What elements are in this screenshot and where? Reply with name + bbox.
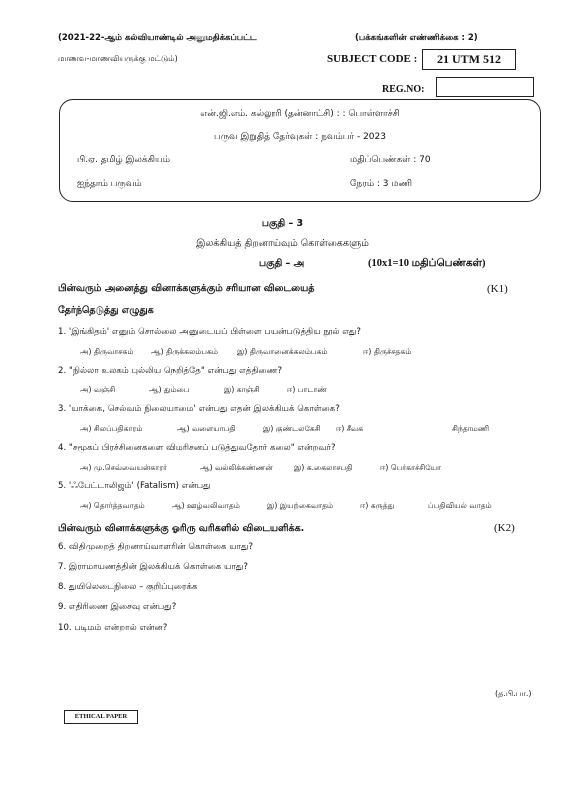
- please-turn-over: (த.பி.பா.): [495, 689, 532, 698]
- college-name: என்.ஜி.எம். கல்லூரி (தன்னாட்சி) : : பொள்ளாச்சி: [200, 109, 400, 119]
- mcq-option: இ) காஞ்சி: [224, 385, 260, 394]
- mcq-option: இ) குண்டலகேசி: [263, 424, 321, 433]
- instruction-2: பின்வரும் வினாக்களுக்கு ஓரிரு வரிகளில் விடையளிக்க.: [58, 523, 305, 534]
- mcq-option: இ) திருவானைக்கலம்பகம்: [237, 347, 328, 356]
- mcq-option: ஈ) பெர்காச்சியோ: [380, 463, 442, 472]
- mcq-option: ஆ) ஊழ்வலிவாதம்: [172, 501, 240, 510]
- short-question: 10. படிமம் என்றால் என்ன?: [58, 623, 168, 633]
- max-marks: மதிப்பெண்கள் : 70: [350, 155, 431, 165]
- exam-title: பருவ இறுதித் தேர்வுகள் : நவம்பர் - 2023: [214, 132, 386, 142]
- exam-time: நேரம் : 3 மணி: [350, 179, 413, 189]
- paper-title: இலக்கியத் திறனாய்வும் கொள்கைகளும்: [196, 238, 369, 249]
- mcq-option: அ) மு.செவ்வையன்காரர்: [80, 463, 168, 472]
- mcq-question: 1. 'இங்கிதம்' எனும் சொல்லை அனுடையப் பிள்ளை பயன்படுத்திய நூல் எது?: [58, 327, 361, 337]
- mcq-question: 4. "சமூகப் பிரச்சினைகளை விமரிசனப் படுத்துவதோர் கலை" என்றவர்?: [58, 443, 336, 453]
- subpart-heading: பகுதி – அ: [259, 258, 305, 269]
- mcq-option: ஆ) வல்லிக்கண்ணன்: [200, 463, 273, 472]
- mcq-option: அ) தொர்த்தவாதம்: [80, 501, 145, 510]
- subject-code-box: 21 UTM 512: [422, 49, 516, 70]
- mcq-question: 5. 'ஃபேட்டாலிஜம்' (Fatalism) என்பது: [58, 481, 211, 491]
- exam-info-box: [59, 99, 541, 202]
- instruction-1-line1: பின்வரும் அனைத்து வினாக்களுக்கும் சரியான விடையைத்: [58, 283, 315, 294]
- mcq-option: ஈ) சீவக: [336, 424, 364, 433]
- short-question: 8. துயிலெடைநிலை – குறிப்புரைக்க: [58, 582, 198, 592]
- mcq-option: அ) வஞ்சி: [80, 385, 116, 394]
- instruction-1-line2: தேர்ந்தெடுத்து எழுதுக: [58, 305, 154, 316]
- mcq-question: 2. "நில்லா உலகம் புல்லிய நெறித்தே" என்பது எத்திணை?: [58, 366, 283, 376]
- header-left-line2: மாணவ-மாணவியருக்கு மட்டும்): [58, 54, 178, 63]
- mcq-option: ஈ) பாடாண்: [287, 385, 328, 394]
- mcq-option: ஆ) வளையாபதி: [177, 424, 236, 433]
- mcq-option: அ) சிலப்பதிகாரம்: [80, 424, 143, 433]
- mcq-option: இ) இயற்கைவாதம்: [267, 501, 334, 510]
- reg-no-field[interactable]: [436, 77, 534, 97]
- header-left-line1: (2021-22-ஆம் கல்வியாண்டில் அனுமதிக்கப்பட்ட: [58, 33, 257, 43]
- short-question: 9. எதிரிணை இசைவு என்பது?: [58, 602, 177, 612]
- course-name: பி.ஏ. தமிழ் இலக்கியம்: [77, 155, 170, 165]
- mcq-option: ப்பதிவியல் வாதம்: [428, 501, 492, 510]
- pages-note: (பக்கங்களின் எண்ணிக்கை : 2): [355, 33, 478, 43]
- mcq-question: 3. 'யாக்கை, செல்வம் நிலையாமை' என்பது எதன் இலக்கியக் கொள்கை?: [58, 404, 340, 414]
- semester: ஐந்தாம் பருவம்: [77, 179, 142, 189]
- mcq-option: ஈ) திருச்சதகம்: [363, 347, 412, 356]
- subpart-marks: (10x1=10 மதிப்பெண்கள்): [368, 258, 486, 269]
- mcq-option: ஆ) தும்பை: [149, 385, 190, 394]
- instruction-1-level: (K1): [487, 283, 508, 295]
- mcq-option: ஆ) திருக்கலம்பகம்: [151, 347, 218, 356]
- short-question: 6. விதிமுறைத் திறனாய்வாளரின் கொள்கை யாது?: [58, 542, 254, 552]
- mcq-option: அ) திருவாசகம்: [80, 347, 134, 356]
- reg-no-label: REG.NO:: [382, 84, 425, 95]
- mcq-option: சிந்தாமணி: [452, 424, 490, 433]
- mcq-option: இ) க.கைலாசபதி: [294, 463, 353, 472]
- part-heading: பகுதி – 3: [261, 218, 304, 229]
- ethical-paper-badge: ETHICAL PAPER: [64, 710, 138, 724]
- mcq-option: ஈ) கருத்து: [360, 501, 395, 510]
- short-question: 7. இராமாயணத்தின் இலக்கியக் கொள்கை யாது?: [58, 562, 248, 572]
- subject-code-label: SUBJECT CODE :: [327, 53, 418, 65]
- instruction-2-level: (K2): [494, 522, 515, 534]
